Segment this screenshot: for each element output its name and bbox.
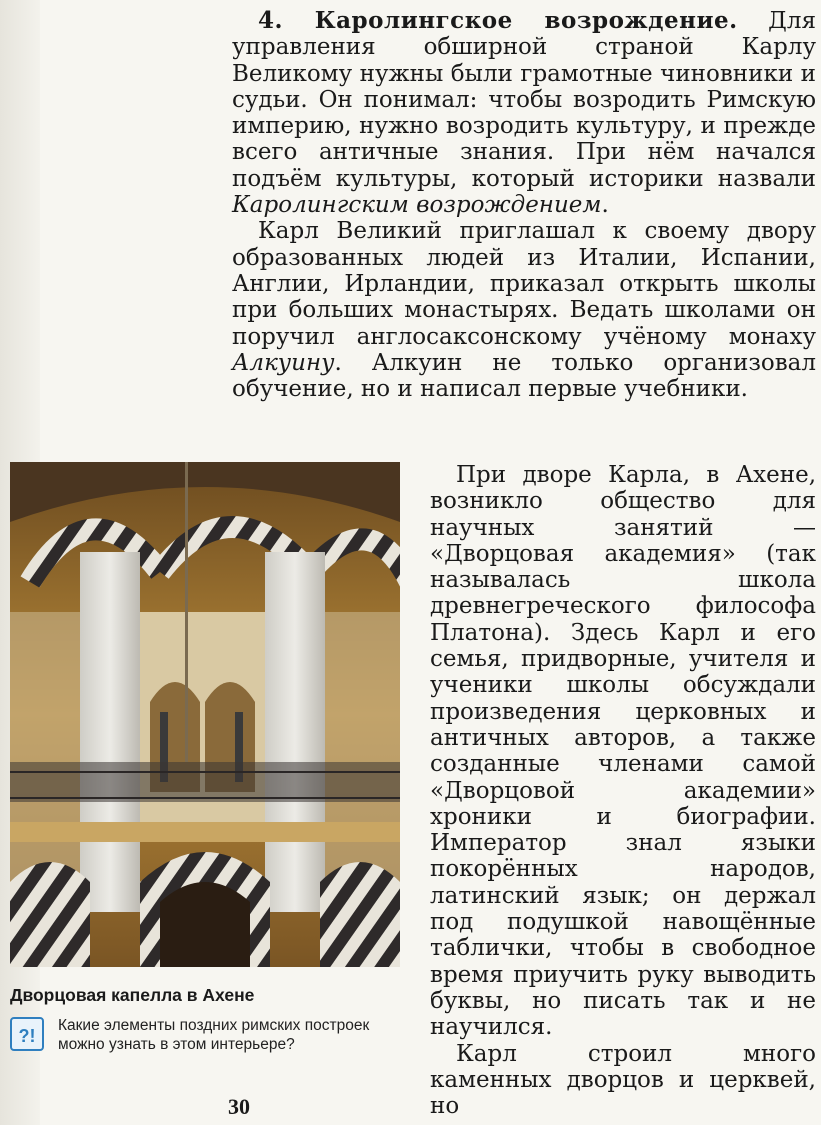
paragraph-2-text-a: Карл Великий приглашал к своему двору образованных людей из Италии, Испании, Англии, Ирландии, приказал открыть школы при больших монастырях. Ведать школами он поручил англосаксонскому учёному монаху	[232, 218, 816, 350]
paragraph-1-text-b: .	[601, 192, 609, 219]
paragraph-2	[232, 218, 816, 402]
question-icon: ?!	[10, 1017, 44, 1051]
figure-question: Какие элементы поздних римских построек можно узнать в этом интерьере?	[58, 1017, 370, 1053]
section-heading: 4. Каролингское возрождение.	[258, 7, 738, 34]
chapel-interior-illustration	[10, 462, 400, 967]
page-number: 30	[228, 1094, 250, 1119]
chapel-photo	[10, 462, 400, 967]
main-text-column	[430, 462, 816, 1119]
paragraph-1	[232, 8, 816, 218]
term-carolingian-renaissance: Каролингским возрождением	[232, 192, 602, 219]
figure-caption: Дворцовая капелла в Ахене	[10, 985, 255, 1005]
paragraph-2-text-b: . Алкуин не только организовал обучение, но и написал первые учебники.	[232, 349, 816, 403]
main-text-upper	[232, 8, 816, 402]
paragraph-4: Карл строил много каменных дворцов и церквей, но	[430, 1040, 816, 1120]
paragraph-1-text-a: Для управления обширной страной Карлу Великому нужны были грамотные чиновники и судьи. Он понимал: чтобы возродить Римскую империю, нужно возродить культуру, и прежде всего античные знания. При нём начался подъём культуры, который историки назвали	[232, 8, 816, 192]
paragraph-3: При дворе Карла, в Ахене, возникло общество для научных занятий — «Дворцовая академия» (так называлась школа древнегреческого философа Платона). Здесь Карл и его семья, придворные, учителя и ученики школы обсуждали произведения церковных и античных авторов, а также созданные членами самой «Дворцовой академии» хроники и биографии. Император знал языки покорённых народов, латинский язык; он держал под подушкой навощённые таблички, чтобы в свободное время приучить руку выводить буквы, но писать так и не научился.	[430, 462, 816, 1041]
name-alcuin: Алкуину	[232, 349, 335, 376]
